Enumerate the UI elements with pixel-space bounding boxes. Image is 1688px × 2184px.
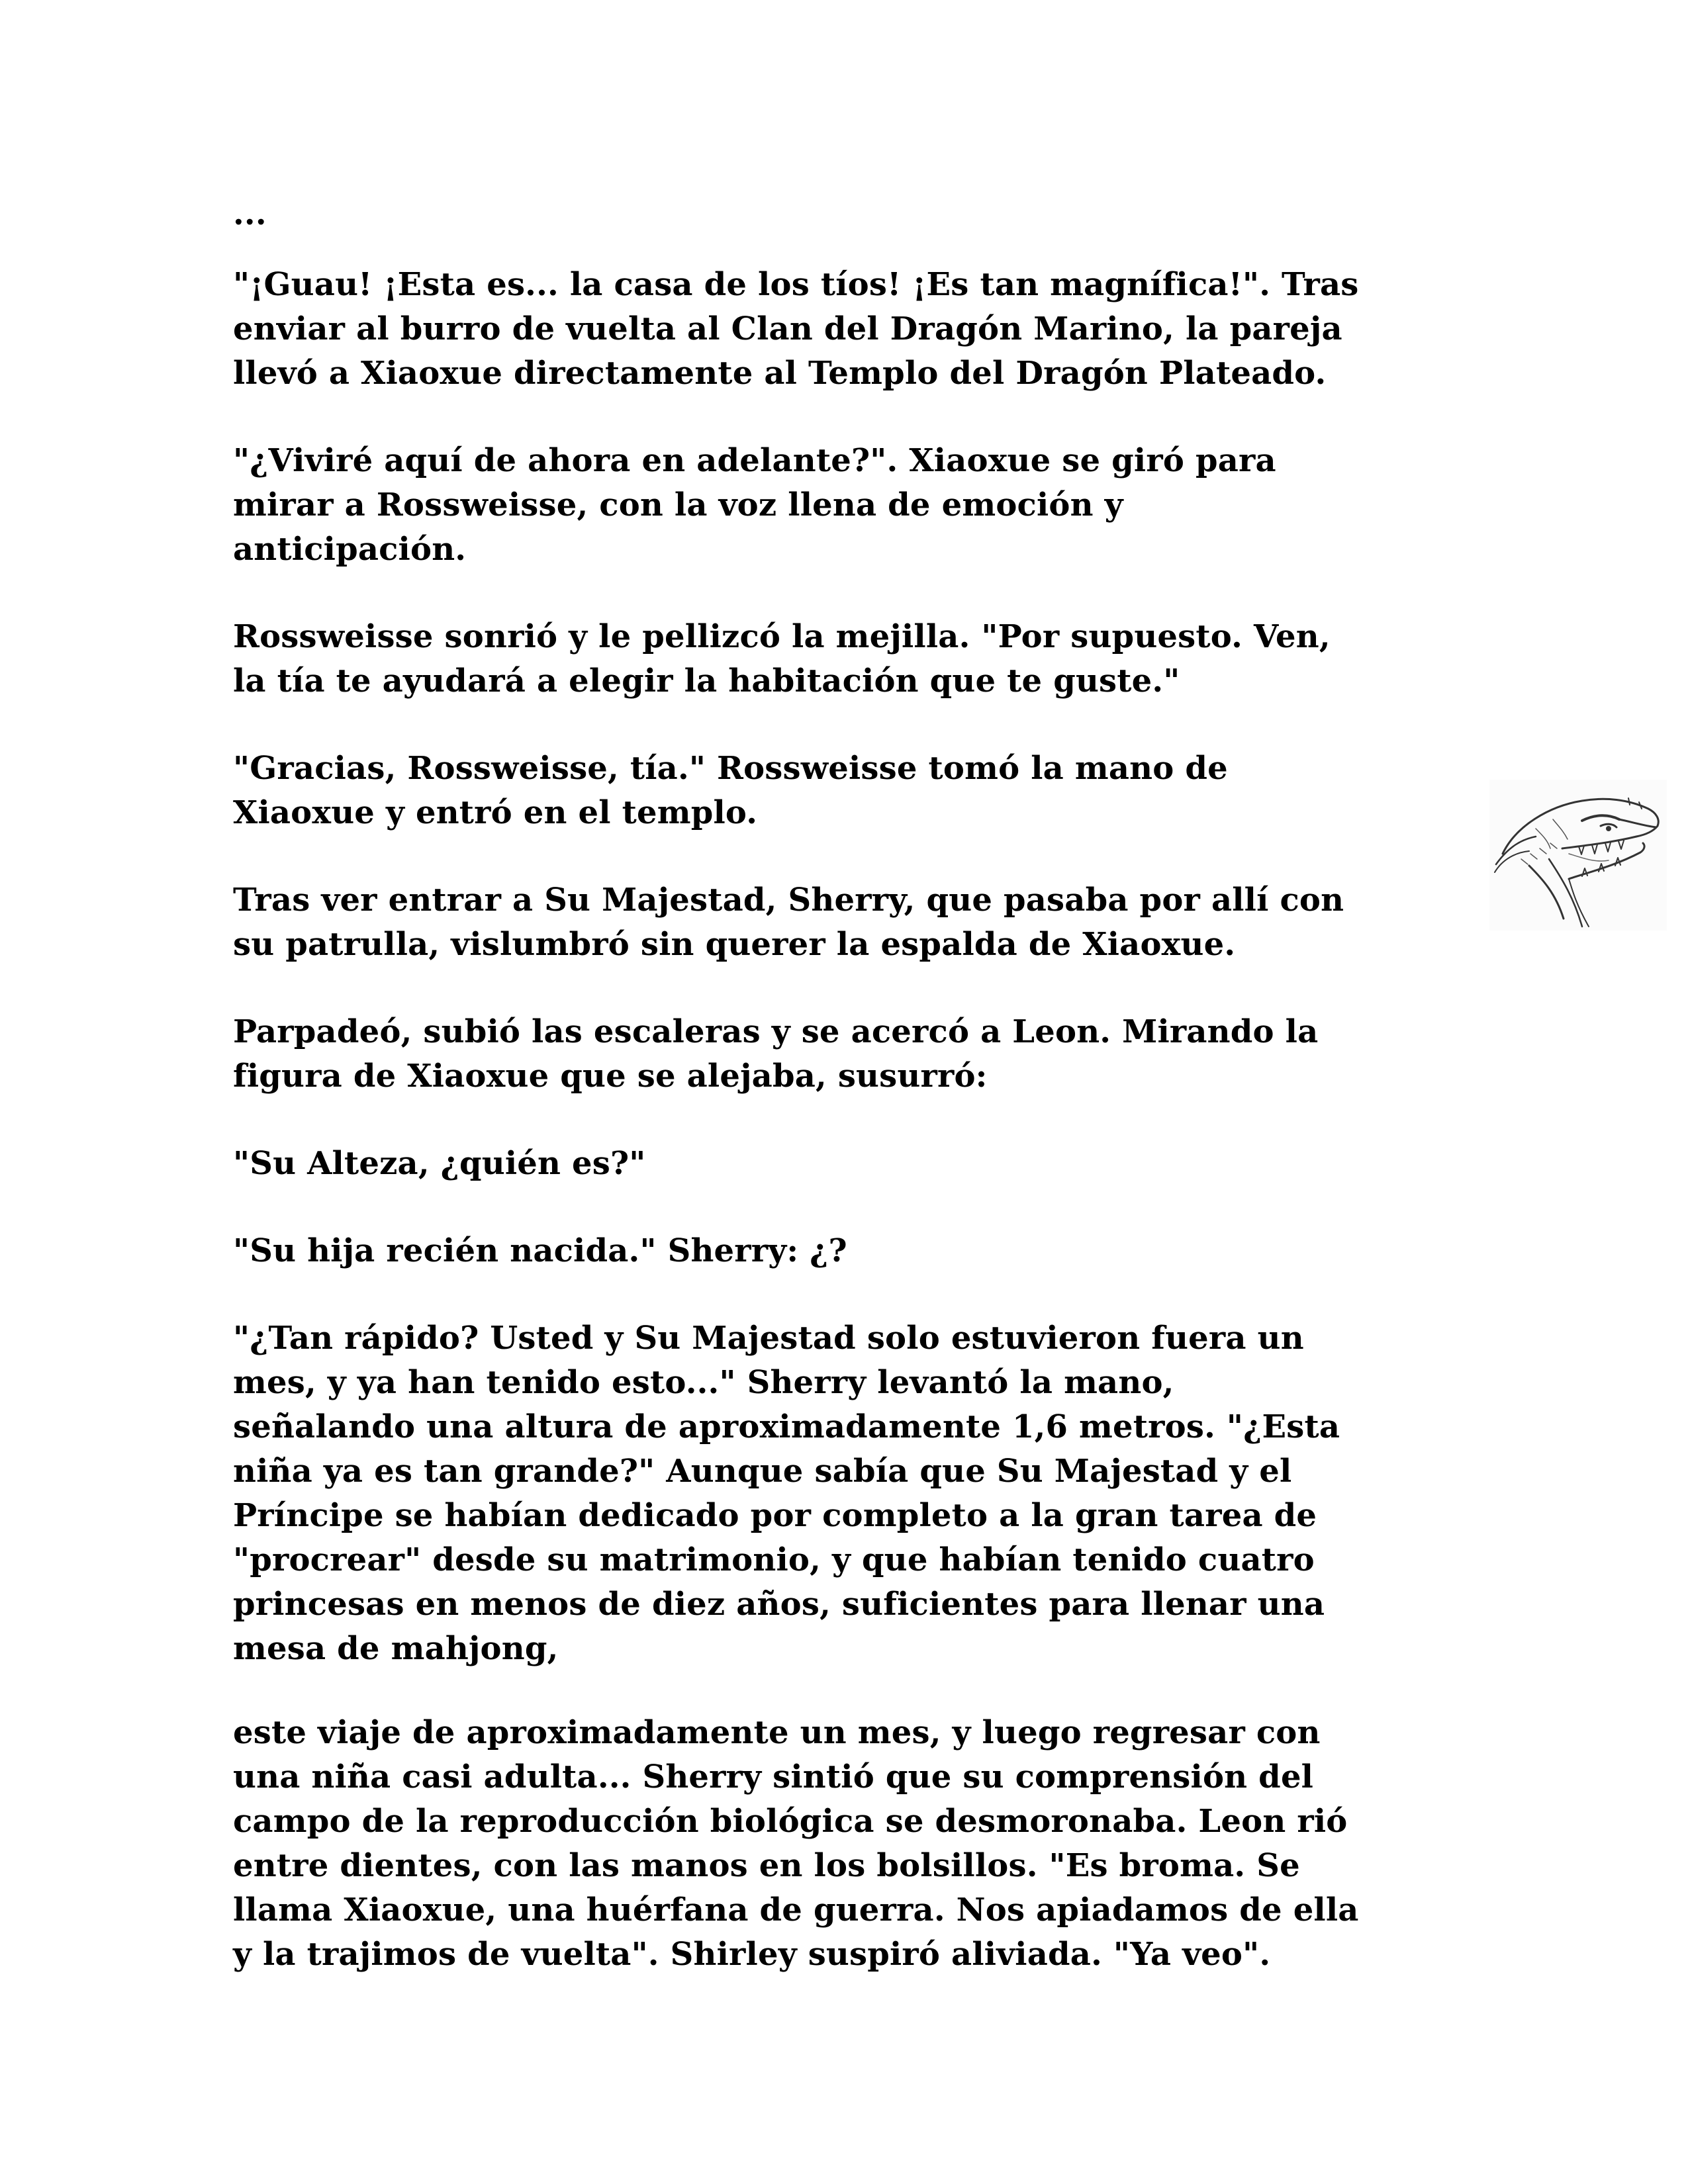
paragraph-10: este viaje de aproximadamente un mes, y luego regresar con una niña casi adulta... Sherry sintió que su comprensión del campo de la reproducción biológica se desmoronaba. Leon rió entre dientes, con las manos en los bolsillos. "Es broma. Se llama Xiaoxue, una huérfana de guerra. Nos apiadamos de ella y la trajimos de vuelta". Shirley suspiró aliviada. "Ya veo". <box>233 1714 1359 1973</box>
paragraph-5: Tras ver entrar a Su Majestad, Sherry, que pasaba por allí con su patrulla, vislumbró sin querer la espalda de Xiaoxue. <box>233 882 1344 963</box>
text-body <box>233 192 1458 2020</box>
dragon-head-sketch-icon <box>1489 780 1667 931</box>
paragraph-1: "¡Guau! ¡Esta es... la casa de los tíos! ¡Es tan magnífica!". Tras enviar al burro de vuelta al Clan del Dragón Marino, la pareja llevó a Xiaoxue directamente al Templo del Dragón Plateado. <box>233 266 1359 392</box>
paragraph-8: "Su hija recién nacida." Sherry: ¿? <box>233 1232 847 1269</box>
paragraph-9: "¿Tan rápido? Usted y Su Majestad solo estuvieron fuera un mes, y ya han tenido esto..." Sherry levantó la mano, señalando una altura de aproximadamente 1,6 metros. "¿Esta niña ya es tan grande?" Aunque sabía que Su Majestad y el Príncipe se habían dedicado por completo a la gran tarea de "procrear" desde su matrimonio, y que habían tenido cuatro princesas en menos de diez años, suficientes para llenar una mesa de mahjong, <box>233 1320 1340 1667</box>
paragraph-3: Rossweisse sonrió y le pellizcó la mejilla. "Por supuesto. Ven, la tía te ayudará a elegir la habitación que te guste." <box>233 618 1331 700</box>
paragraph-4: "Gracias, Rossweisse, tía." Rossweisse tomó la mano de Xiaoxue y entró en el templo. <box>233 750 1228 831</box>
paragraph-6: Parpadeó, subió las escaleras y se acercó a Leon. Mirando la figura de Xiaoxue que se alejaba, susurró: <box>233 1013 1319 1095</box>
paragraph-ellipsis: ... <box>233 195 267 232</box>
paragraph-7: "Su Alteza, ¿quién es?" <box>233 1145 646 1182</box>
paragraph-2: "¿Viviré aquí de ahora en adelante?". Xiaoxue se giró para mirar a Rossweisse, con la voz llena de emoción y anticipación. <box>233 442 1276 568</box>
